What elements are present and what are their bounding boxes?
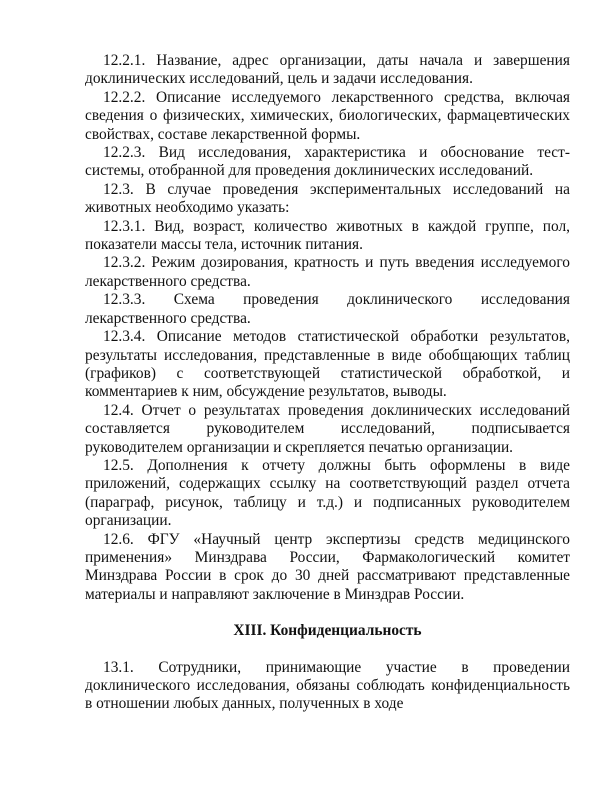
paragraph-text: Дополнения к отчету должны быть оформлены в виде приложений, содержащих ссылку на соответствующий раздел отчета (параграф, рисунок, таблицу и т.д.) и подписанных руководителем организации. xyxy=(85,456,570,530)
paragraph-number: 12.3.3. xyxy=(103,291,146,309)
paragraph-12-3-3 xyxy=(85,291,570,328)
document-body xyxy=(85,52,570,714)
paragraph-number: 12.5. xyxy=(103,456,134,474)
paragraph-12-2-2 xyxy=(85,89,570,144)
paragraph-number: 12.4. xyxy=(103,401,134,419)
paragraph-number: 12.2.2. xyxy=(103,88,146,106)
paragraph-text: Описание методов статистической обработки результатов, результаты исследования, представленные в виде обобщающих таблиц (графиков) с соответствующей статистической обработкой, и комментариев к ним, обсуждение результатов, выводы. xyxy=(85,328,570,401)
paragraph-number: 12.3.4. xyxy=(103,328,146,346)
paragraph-12-5 xyxy=(85,457,570,531)
paragraph-text: Режим дозирования, кратность и путь введения исследуемого лекарственного средства. xyxy=(85,254,570,290)
paragraph-number: 12.3.1. xyxy=(103,217,146,235)
paragraph-text: Название, адрес организации, даты начала и завершения доклинических исследований, цель и задачи исследования. xyxy=(85,52,570,88)
paragraph-12-6 xyxy=(85,531,570,605)
paragraph-number: 12.2.3. xyxy=(103,144,146,162)
paragraph-12-2-3 xyxy=(85,144,570,181)
paragraph-13-1 xyxy=(85,659,570,714)
paragraph-12-3-2 xyxy=(85,254,570,291)
paragraph-text: Вид, возраст, количество животных в каждой группе, пол, показатели массы тела, источник питания. xyxy=(85,217,570,254)
paragraph-text: Сотрудники, принимающие участие в проведении доклинического исследования, обязаны соблюдать конфиденциальность в отношении любых данных, полученных в ходе xyxy=(85,658,570,713)
paragraph-12-3-4 xyxy=(85,328,570,402)
paragraph-12-3 xyxy=(85,181,570,218)
paragraph-12-4 xyxy=(85,402,570,457)
paragraph-number: 12.2.1. xyxy=(103,52,146,69)
paragraph-number: 12.6. xyxy=(103,530,134,548)
paragraph-text: В случае проведения экспериментальных исследований на животных необходимо указать: xyxy=(85,180,570,217)
paragraph-text: Вид исследования, характеристика и обоснование тест-системы, отобранной для проведения доклинических исследований. xyxy=(85,144,570,180)
paragraph-number: 12.3.2. xyxy=(103,254,146,272)
paragraph-12-3-1 xyxy=(85,218,570,255)
paragraph-text: Описание исследуемого лекарственного средства, включая сведения о физических, химических, биологических, фармацевтических свойствах, составе лекарственной формы. xyxy=(85,88,570,143)
paragraph-number: 12.3. xyxy=(103,180,134,198)
paragraph-12-2-1 xyxy=(85,52,570,89)
paragraph-text: Схема проведения доклинического исследования лекарственного средства. xyxy=(85,291,570,327)
paragraph-text: Отчет о результатах проведения доклинических исследований составляется руководителем исследований, подписывается руководителем организации и скрепляется печатью организации. xyxy=(85,401,571,456)
section-heading: XIII. Конфиденциальность xyxy=(233,622,422,640)
paragraph-text: ФГУ «Научный центр экспертизы средств медицинского применения» Минздрава России, Фармакологический комитет Минздрава России в срок до 30 дней рассматривают представленные материалы и направляют заключение в Минздрав России. xyxy=(85,530,570,603)
paragraph-number: 13.1. xyxy=(103,658,134,676)
